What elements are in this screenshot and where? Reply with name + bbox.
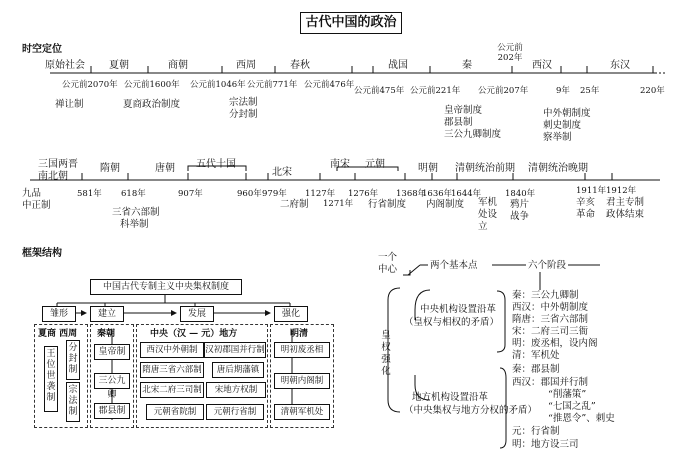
era-label: 北宋: [272, 167, 292, 178]
local-stage: 西汉：郡国并行制: [512, 377, 589, 388]
event-label: 郡县制: [444, 117, 473, 128]
branch2-sub: （中央集权与地方分权的矛盾）: [404, 405, 538, 416]
event-label: 科举制: [120, 219, 149, 230]
era-label: 西汉: [532, 60, 552, 71]
central-stage: 清：军机处: [512, 350, 560, 361]
event-label: 行省制度: [368, 199, 407, 210]
year-label: 公元前2070年: [62, 80, 118, 90]
year-label: 公元前771年: [247, 80, 298, 90]
central-stage: 明：废丞相，设内阁: [512, 338, 598, 349]
year-label: 960年: [237, 189, 262, 199]
central-stage: 秦：三公九卿制: [512, 290, 579, 301]
center-left-item: 西汉中外朝制: [140, 342, 204, 358]
era-label: 三国两晋: [38, 159, 78, 170]
timeline-heading: 时空定位: [22, 44, 62, 55]
qin-item: 郡县制: [94, 403, 130, 419]
qin-item: 三公九卿: [94, 373, 130, 389]
era-label: 南北朝: [38, 171, 68, 182]
year-label: 979年: [262, 189, 287, 199]
event-label: 皇帝制度: [444, 105, 483, 116]
era-label: 秦: [462, 60, 472, 71]
event-label: 分封制: [229, 109, 258, 120]
era-label: 战国: [388, 60, 408, 71]
central-stage: 隋唐：三省六部制: [512, 314, 589, 325]
event-label: 内阁制度: [426, 199, 465, 210]
branch1-sub: （皇权与相权的矛盾）: [404, 317, 500, 328]
year-label: 907年: [178, 189, 203, 199]
page-title: 古代中国的政治: [300, 12, 402, 34]
event-label: 二府制: [280, 199, 309, 210]
era-label: 五代十国: [196, 159, 236, 170]
era-label: 隋朝: [100, 163, 120, 174]
year-label: 1911年: [576, 186, 607, 196]
branch1-label: 中央机构设置沿革: [420, 304, 497, 315]
era-label: 东汉: [610, 60, 630, 71]
center-label: 中央（汉 — 元）地方: [150, 329, 238, 339]
event-label: 禅让制: [55, 99, 84, 110]
era-label: 清朝统治晚期: [528, 163, 588, 174]
event-label: 政体结束: [606, 209, 645, 220]
framework-heading: 框架结构: [22, 248, 62, 259]
xiazhou-item: 分封制: [66, 340, 80, 380]
qin-label: 秦朝: [97, 329, 116, 339]
event-label: 九品: [22, 188, 42, 199]
xiazhou-label: 夏商 西周: [38, 329, 78, 339]
ming-item: 明朝内阁制: [274, 373, 330, 389]
event-label: 三公九卿制度: [444, 129, 502, 140]
local-stage: “削藩策”: [548, 389, 587, 400]
year-label: 公元前475年: [354, 86, 405, 96]
event-label: 中外朝制度: [543, 108, 591, 119]
year-label: 1840年: [505, 189, 536, 199]
year-label: 1271年: [323, 199, 354, 209]
event-label: 察举制: [543, 132, 572, 143]
event-label: 君主专制: [606, 197, 645, 208]
framework-header: 中国古代专制主义中央集权制度: [90, 279, 242, 295]
year-label: 公元前1046年: [190, 80, 246, 90]
main-vertical-label: 皇权强化: [381, 330, 391, 377]
era-label: 商朝: [168, 60, 188, 71]
local-stage: 元：行省制: [512, 426, 560, 437]
center-right-item: 元朝行省制: [206, 404, 264, 420]
era-label: 清朝统治前期: [455, 163, 515, 174]
year-label: 25年: [580, 86, 600, 96]
phase-box: 雏形: [42, 306, 76, 322]
center-right-item: 宋地方权制: [206, 382, 266, 398]
year-label: 220年: [640, 86, 665, 96]
event-label: 中正制: [22, 200, 51, 211]
center-left-item: 北宋二府三司制: [140, 382, 204, 398]
event-label: 三省六部制: [112, 207, 160, 218]
year-label: 公元前1600年: [124, 80, 180, 90]
branch2-label: 地方机构设置沿革: [412, 392, 489, 403]
phase-box: 强化: [274, 306, 308, 322]
two-points-label: 两个基本点: [430, 260, 478, 271]
six-stages-label: 六个阶段: [528, 260, 567, 271]
center-right-item: 汉初郡国并行制: [204, 342, 266, 358]
year-label: 9年: [556, 86, 570, 96]
era-label: 夏朝: [109, 60, 129, 71]
year-label: 公元前221年: [410, 86, 461, 96]
event-label: 辛亥革命: [576, 197, 596, 220]
local-stage: 明：地方设三司: [512, 439, 579, 450]
year-label: 618年: [121, 189, 146, 199]
ming-item: 清朝军机处: [274, 404, 330, 420]
central-stage: 宋：二府三司三衙: [512, 326, 589, 337]
local-stage: “七国之乱”: [548, 401, 596, 412]
year-label: 1368年: [396, 189, 427, 199]
era-label: 南宋: [330, 159, 350, 170]
xiazhou-item: 宗法制: [66, 382, 80, 422]
qin-item: 皇帝制: [94, 344, 130, 360]
era-label: 原始社会: [45, 60, 85, 71]
year-label: 公元前202年: [497, 43, 523, 63]
year-label: 1912年: [606, 186, 637, 196]
event-label: 军机处设立: [478, 197, 498, 232]
ming-item: 明初废丞相: [274, 342, 330, 358]
center-right-item: 唐后期藩镇: [212, 362, 264, 378]
year-label: 1127年: [305, 189, 336, 199]
year-label: 1276年: [348, 189, 379, 199]
event-label: 夏商政治制度: [123, 99, 181, 110]
phase-box: 建立: [90, 306, 124, 322]
center-left-item: 隋唐三省六部制: [140, 362, 204, 378]
era-label: 西周: [236, 60, 256, 71]
year-label: 公元前476年: [304, 80, 355, 90]
year-label: 581年: [77, 189, 102, 199]
center-left-item: 元朝省院制: [146, 404, 204, 420]
center-word-label: 中心: [378, 264, 398, 275]
xiazhou-item: 王位世袭制: [44, 346, 58, 412]
era-label: 明朝: [418, 163, 438, 174]
event-label: 宗法制: [229, 97, 258, 108]
era-label: 唐朝: [155, 163, 175, 174]
event-label: 鸦片战争: [510, 199, 530, 222]
era-label: 元朝: [365, 159, 385, 170]
center-top-label: 一个: [378, 252, 398, 263]
local-stage: 秦：郡县制: [512, 364, 560, 375]
year-label: 1644年: [451, 189, 482, 199]
era-label: 春秋: [290, 60, 310, 71]
event-label: 刺史制度: [543, 120, 582, 131]
local-stage: “推恩令”、刺史: [548, 413, 615, 424]
year-label: 1636年: [422, 189, 453, 199]
year-label: 公元前207年: [478, 86, 529, 96]
central-stage: 西汉：中外朝制度: [512, 302, 589, 313]
ming-label: 明清: [290, 329, 309, 339]
phase-box: 发展: [180, 306, 214, 322]
